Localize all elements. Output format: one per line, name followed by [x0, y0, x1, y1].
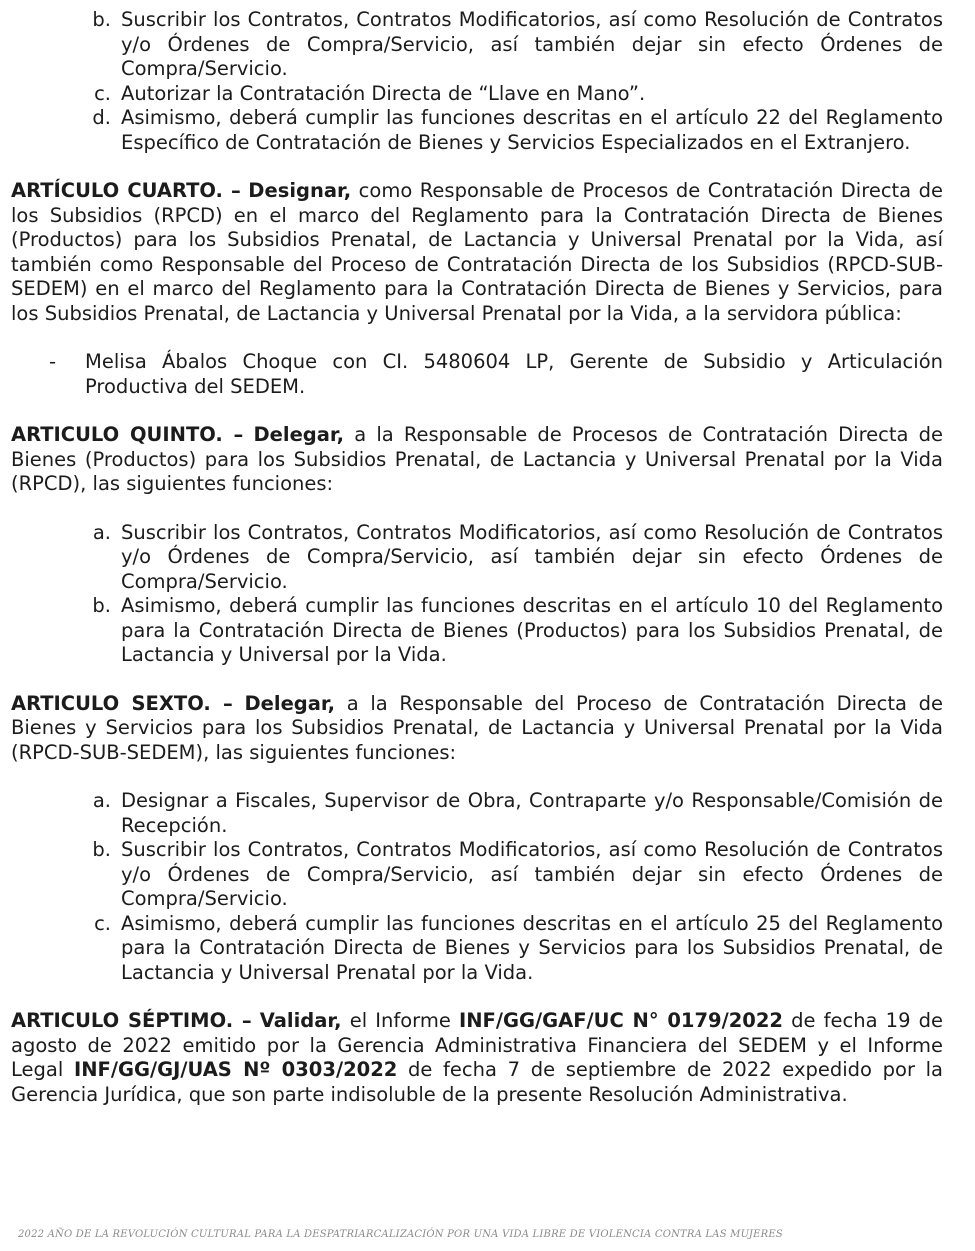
list-marker: b. [92, 594, 111, 617]
list-item [11, 82, 943, 107]
list-text: Autorizar la Contratación Directa de “Llave en Mano”. [121, 81, 646, 105]
article-verb: Delegar, [253, 423, 345, 446]
article-heading: ARTICULO QUINTO. – [11, 423, 244, 446]
list-marker: c. [94, 911, 111, 935]
list-item [11, 789, 943, 838]
list-item [11, 8, 943, 82]
list-marker: a. [92, 520, 111, 544]
list-item [11, 838, 943, 912]
article-quinto [11, 423, 943, 497]
article-body: a la Responsable del Proceso de Contratación Directa de Bienes y Servicios para los Subsidios Prenatal, de Lactancia y Universal Prenatal por la Vida (RPCD-SUB-SEDEM), las siguientes funciones: [11, 691, 944, 764]
spacer [11, 985, 943, 1009]
article-body: a la Responsable de Procesos de Contratación Directa de Bienes (Productos) para los Subsidios Prenatal, de Lactancia y Universal Prenatal por la Vida (RPCD), las siguientes funciones: [11, 423, 944, 495]
article-septimo [11, 1009, 943, 1107]
article-heading: ARTICULO SEXTO. – [11, 691, 233, 715]
article-body: como Responsable de Procesos de Contratación Directa de los Subsidios (RPCD) en el marco del Reglamento para la Contratación Directa de Bienes (Productos) para los Subsidios Prenatal, de Lactancia y Universal Prenatal por la Vida, así también como Responsable del Proceso de Contratación Directa de los Subsidios (RPCD-SUB-SEDEM) en el marco del Reglamento para la Contratación Directa de Bienes y Servicios, para los Subsidios Prenatal, de Lactancia y Universal Prenatal por la Vida, a la servidora pública: [11, 179, 943, 325]
list-marker: b. [92, 838, 111, 861]
designee-item [11, 350, 943, 399]
list-item [11, 521, 943, 595]
list-marker: c. [94, 81, 111, 105]
report-reference: INF/GG/GAF/UC N° 0179/2022 [458, 1009, 784, 1032]
list-text: Suscribir los Contratos, Contratos Modificatorios, así como Resolución de Contratos y/o Órdenes de Compra/Servicio, así también dejar sin efecto Órdenes de Compra/Servicio. [121, 838, 943, 910]
report-reference: INF/GG/GJ/UAS Nº 0303/2022 [73, 1058, 398, 1081]
article-verb: Validar, [259, 1009, 342, 1032]
list-marker: d. [92, 106, 111, 129]
page-footer-motto: 2022 AÑO DE LA REVOLUCIÓN CULTURAL PARA LA DESPATRIARCALIZACIÓN POR UNA VIDA LIBRE DE VIOLENCIA CONTRA LAS MUJERES [18, 1229, 783, 1240]
spacer [11, 326, 943, 350]
designee-text: Melisa Ábalos Choque con CI. 5480604 LP, Gerente de Subsidio y Articulación Productiva del SEDEM. [85, 350, 943, 398]
article-cuarto [11, 179, 943, 326]
article-body-part: el Informe [349, 1009, 451, 1032]
list-text: Asimismo, deberá cumplir las funciones descritas en el artículo 22 del Reglamento Específico de Contratación de Bienes y Servicios Especializados en el Extranjero. [121, 106, 943, 154]
list-text: Asimismo, deberá cumplir las funciones descritas en el artículo 25 del Reglamento para la Contratación Directa de Bienes y Servicios para los Subsidios Prenatal, de Lactancia y Universal Prenatal por la Vida. [121, 911, 943, 984]
list-text: Suscribir los Contratos, Contratos Modificatorios, así como Resolución de Contratos y/o Órdenes de Compra/Servicio, así también dejar sin efecto Órdenes de Compra/Servicio. [121, 520, 943, 593]
article-body-part: de fecha 19 de agosto de 2022 emitido por la Gerencia Administrativa Financiera del SEDEM y el Informe Legal [11, 1009, 944, 1081]
spacer [11, 155, 943, 179]
spacer [11, 497, 943, 521]
list-marker: a. [92, 789, 111, 812]
article-body-part: de fecha 7 de septiembre de 2022 expedido por la Gerencia Jurídica, que son parte indisoluble de la presente Resolución Administrativa. [11, 1058, 943, 1106]
spacer [11, 399, 943, 423]
spacer [11, 668, 943, 692]
list-item [11, 106, 943, 155]
list-item [11, 912, 943, 986]
article-sexto [11, 692, 943, 766]
quinto-list [11, 521, 943, 668]
list-item [11, 594, 943, 668]
article-heading: ARTICULO SÉPTIMO. – [11, 1009, 252, 1032]
sexto-list [11, 789, 943, 985]
article-verb: Designar, [248, 179, 352, 202]
article-verb: Delegar, [244, 691, 336, 715]
list-text: Designar a Fiscales, Supervisor de Obra, Contraparte y/o Responsable/Comisión de Recepción. [121, 789, 943, 837]
list-text: Asimismo, deberá cumplir las funciones descritas en el artículo 10 del Reglamento para la Contratación Directa de Bienes (Productos) para los Subsidios Prenatal, de Lactancia y Universal por la Vida. [121, 594, 943, 666]
list-text: Suscribir los Contratos, Contratos Modificatorios, así como Resolución de Contratos y/o Órdenes de Compra/Servicio, así también dejar sin efecto Órdenes de Compra/Servicio. [121, 8, 943, 80]
spacer [11, 765, 943, 789]
dash-marker: - [49, 350, 57, 373]
list-marker: b. [92, 8, 111, 31]
article-heading: ARTÍCULO CUARTO. – [11, 179, 241, 202]
top-list [11, 8, 943, 155]
